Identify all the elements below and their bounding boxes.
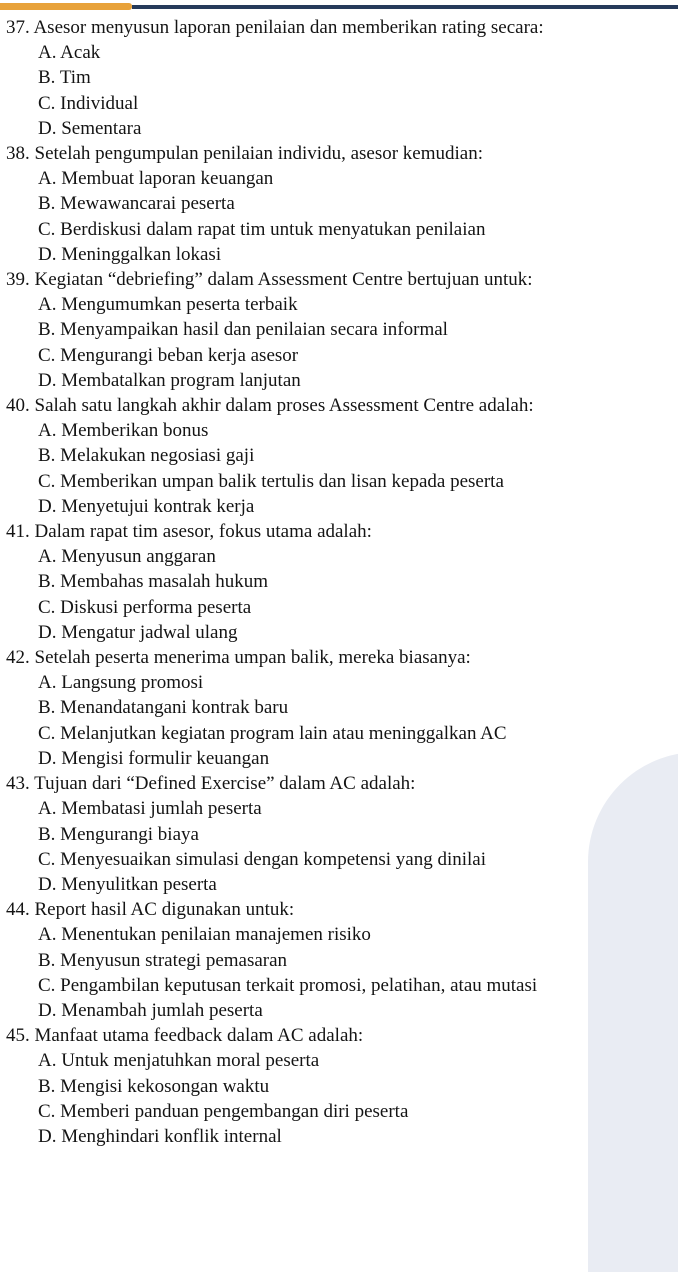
option-b: B. Menandatangani kontrak baru — [38, 697, 289, 719]
question-44 — [6, 897, 676, 1023]
option-d: D. Menambah jumlah peserta — [38, 999, 263, 1021]
option-b: B. Mengisi kekosongan waktu — [38, 1075, 270, 1097]
question-43 — [6, 771, 676, 897]
option-a: A. Membuat laporan keuangan — [38, 168, 274, 190]
header-accent-navy — [132, 5, 678, 9]
option-b: B. Menyusun strategi pemasaran — [38, 949, 288, 971]
option-b: B. Mewawancarai peserta — [38, 193, 235, 215]
option-d: D. Mengisi formulir keuangan — [38, 747, 270, 769]
option-d: D. Menghindari konflik internal — [38, 1125, 282, 1147]
option-d: D. Sementara — [38, 117, 142, 139]
question-text: 45. Manfaat utama feedback dalam AC adalah: — [6, 1025, 364, 1047]
question-text: 42. Setelah peserta menerima umpan balik, mereka biasanya: — [6, 647, 471, 669]
option-b: B. Mengurangi biaya — [38, 823, 199, 845]
question-text: 41. Dalam rapat tim asesor, fokus utama adalah: — [6, 521, 372, 543]
option-b: B. Melakukan negosiasi gaji — [38, 445, 255, 467]
question-45 — [6, 1023, 676, 1149]
option-b: B. Tim — [38, 67, 91, 89]
question-text: 38. Setelah pengumpulan penilaian individu, asesor kemudian: — [6, 143, 484, 165]
option-c: C. Diskusi performa peserta — [38, 596, 252, 618]
question-text: 44. Report hasil AC digunakan untuk: — [6, 899, 295, 921]
option-a: A. Langsung promosi — [38, 672, 204, 694]
option-a: A. Acak — [38, 42, 101, 64]
option-d: D. Menyetujui kontrak kerja — [38, 495, 255, 517]
option-d: D. Menyulitkan peserta — [38, 873, 217, 895]
option-a: A. Menentukan penilaian manajemen risiko — [38, 924, 371, 946]
option-c: C. Berdiskusi dalam rapat tim untuk menyatukan penilaian — [38, 218, 486, 240]
question-text: 40. Salah satu langkah akhir dalam proses Assessment Centre adalah: — [6, 395, 534, 417]
option-a: A. Mengumumkan peserta terbaik — [38, 294, 298, 316]
option-b: B. Menyampaikan hasil dan penilaian secara informal — [38, 319, 448, 341]
option-d: D. Meninggalkan lokasi — [38, 243, 222, 265]
question-text: 37. Asesor menyusun laporan penilaian dan memberikan rating secara: — [6, 17, 544, 38]
option-c: C. Pengambilan keputusan terkait promosi, pelatihan, atau mutasi — [38, 974, 538, 996]
option-d: D. Mengatur jadwal ulang — [38, 621, 238, 643]
option-c: C. Menyesuaikan simulasi dengan kompetensi yang dinilai — [38, 848, 487, 870]
option-a: A. Memberikan bonus — [38, 420, 209, 442]
option-a: A. Membatasi jumlah peserta — [38, 798, 262, 820]
option-c: C. Memberikan umpan balik tertulis dan lisan kepada peserta — [38, 470, 504, 492]
option-a: A. Menyusun anggaran — [38, 546, 216, 568]
option-b: B. Membahas masalah hukum — [38, 571, 269, 593]
question-text: 39. Kegiatan “debriefing” dalam Assessment Centre bertujuan untuk: — [6, 269, 533, 291]
question-41 — [6, 519, 676, 645]
option-c: C. Individual — [38, 92, 139, 114]
option-d: D. Membatalkan program lanjutan — [38, 369, 301, 391]
option-c: C. Mengurangi beban kerja asesor — [38, 344, 299, 366]
question-39 — [6, 267, 676, 393]
option-a: A. Untuk menjatuhkan moral peserta — [38, 1050, 320, 1072]
option-c: C. Memberi panduan pengembangan diri peserta — [38, 1100, 409, 1122]
question-38 — [6, 141, 676, 267]
question-37 — [6, 15, 676, 141]
question-42 — [6, 645, 676, 771]
question-text: 43. Tujuan dari “Defined Exercise” dalam AC adalah: — [6, 773, 416, 795]
option-c: C. Melanjutkan kegiatan program lain atau meninggalkan AC — [38, 722, 507, 744]
question-list — [6, 15, 676, 1149]
header-accent-gold — [0, 3, 132, 10]
question-40 — [6, 393, 676, 519]
